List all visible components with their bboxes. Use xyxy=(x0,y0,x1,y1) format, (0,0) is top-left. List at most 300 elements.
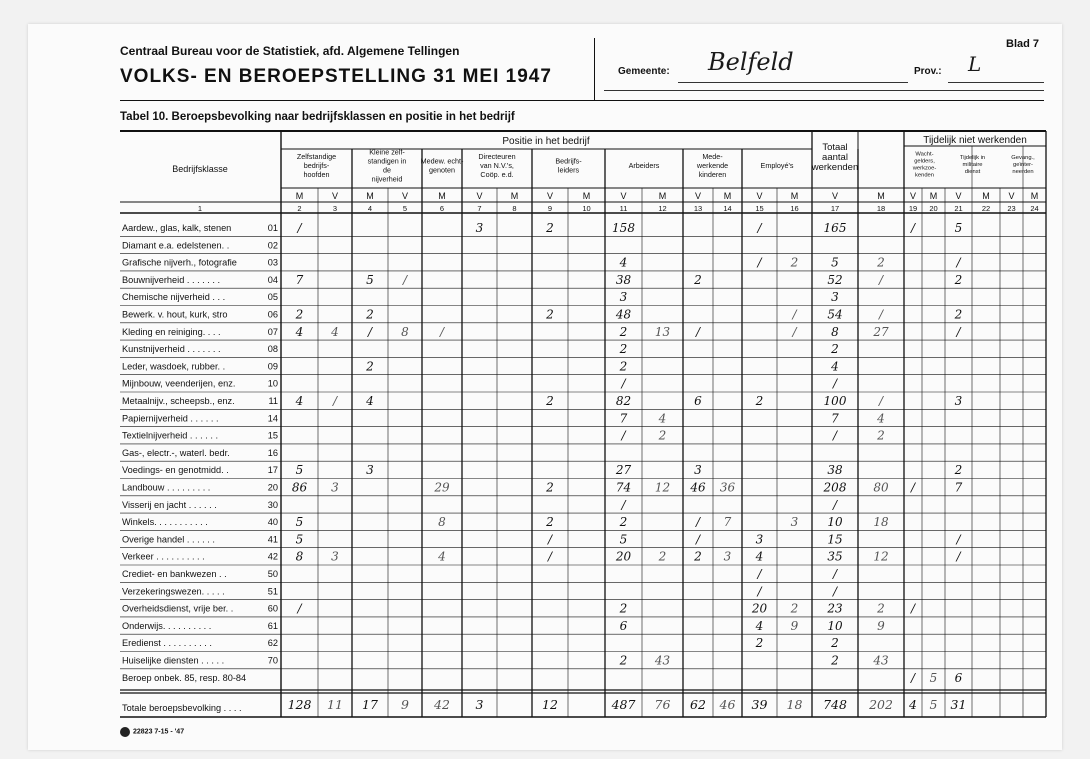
mv-label: V xyxy=(331,191,339,201)
cell-value: 29 xyxy=(434,480,450,495)
cell-value: 3 xyxy=(755,532,764,547)
cell-value: 5 xyxy=(366,272,374,287)
cell-value: 2 xyxy=(619,324,628,339)
cell-value: 2 xyxy=(831,636,839,651)
cell-value: / xyxy=(910,670,916,685)
cell-value: 38 xyxy=(827,463,843,478)
cell-value: / xyxy=(757,221,762,235)
cell-value: / xyxy=(621,428,626,443)
cell-value: 2 xyxy=(831,653,839,668)
total-cell-value: 202 xyxy=(869,697,893,712)
cell-value: 2 xyxy=(619,601,628,616)
column-number: 17 xyxy=(830,204,840,213)
census-title: VOLKS- EN BEROEPSTELLING 31 MEI 1947 xyxy=(120,66,552,87)
column-number: 18 xyxy=(876,204,886,213)
cell-value: 3 xyxy=(366,463,374,478)
tijdelijk-group-header: gelders, xyxy=(914,158,935,165)
row-code: 42 xyxy=(267,551,278,562)
cell-value: 2 xyxy=(755,394,764,408)
cell-value: 4 xyxy=(831,359,839,374)
cell-value: 3 xyxy=(331,549,339,564)
column-number: 9 xyxy=(547,204,553,213)
row-label: Diamant e.a. edelstenen. . xyxy=(122,240,230,251)
cell-value: 6 xyxy=(954,670,963,685)
cell-value: 27 xyxy=(615,463,632,478)
column-number: 8 xyxy=(512,204,517,213)
cell-value: / xyxy=(695,532,701,547)
cell-value: 8 xyxy=(401,324,409,339)
position-group-header: kinderen xyxy=(698,170,727,179)
cell-value: 2 xyxy=(694,272,702,287)
cell-value: 2 xyxy=(366,359,374,374)
position-group-header: hoofden xyxy=(303,170,330,179)
row-code: 17 xyxy=(267,465,278,476)
cell-value: / xyxy=(832,567,838,581)
position-group-header: Arbeiders xyxy=(628,161,660,170)
cell-value: / xyxy=(878,272,884,287)
cell-value: 2 xyxy=(619,515,628,530)
tijdelijk-group-header: Gevang., xyxy=(1011,155,1035,161)
position-group-header: de xyxy=(383,165,391,175)
position-group-header: bedrijfs- xyxy=(303,161,330,170)
cell-value: 54 xyxy=(827,307,843,322)
column-number: 22 xyxy=(981,204,991,213)
row-label: Kleding en reiniging. . . . xyxy=(122,326,221,337)
table-title: Tabel 10. Beroepsbevolking naar bedrijfsklassen en positie in het bedrijf xyxy=(120,111,515,123)
column-number: 11 xyxy=(619,204,628,213)
cell-value: 4 xyxy=(295,394,304,408)
cell-value: 3 xyxy=(475,221,484,235)
cell-value: 23 xyxy=(827,601,843,616)
cell-value: 2 xyxy=(954,463,963,478)
cell-value: 38 xyxy=(615,272,632,287)
cell-value: 27 xyxy=(873,324,889,339)
total-cell-value: 3 xyxy=(475,697,484,712)
column-number: 5 xyxy=(402,204,408,213)
cell-value: / xyxy=(332,394,338,408)
total-cell-value: 76 xyxy=(654,697,671,712)
cell-value: 2 xyxy=(619,359,628,374)
mv-label: M xyxy=(877,191,885,201)
cell-value: 3 xyxy=(331,480,339,495)
cell-value: 43 xyxy=(654,653,671,668)
positie-header: Positie in het bedrijf xyxy=(502,136,590,147)
position-group-header: Coöp. e.d. xyxy=(480,170,514,179)
cell-value: 2 xyxy=(546,394,554,408)
cell-value: 4 xyxy=(366,394,374,408)
row-label: Textielnijverheid . . . . . . xyxy=(122,430,218,441)
row-label: Verzekeringswezen. . . . . xyxy=(122,586,225,597)
cell-value: 5 xyxy=(954,221,963,235)
column-number: 6 xyxy=(439,204,445,213)
cell-value: 158 xyxy=(612,221,635,235)
row-code: 02 xyxy=(267,240,278,251)
cell-value: 13 xyxy=(654,324,671,339)
row-code: 40 xyxy=(267,517,278,528)
total-cell-value: 12 xyxy=(542,697,558,712)
totaal-header: werkenden xyxy=(811,162,859,173)
cell-value: / xyxy=(878,394,884,408)
cell-value: 2 xyxy=(658,549,667,564)
row-label: Beroep onbek. 85, resp. 80-84 xyxy=(122,672,247,683)
cell-value: / xyxy=(439,324,445,339)
cell-value: 82 xyxy=(615,394,632,408)
cell-value: / xyxy=(832,428,838,443)
row-label: Gas-, electr.-, waterl. bedr. xyxy=(122,447,230,458)
bureau-heading: Centraal Bureau voor de Statistiek, afd. Algemene Tellingen xyxy=(120,44,460,58)
cell-value: 4 xyxy=(658,411,667,426)
cell-value: / xyxy=(832,584,838,599)
bedrijfsklasse-header: Bedrijfsklasse xyxy=(172,164,228,174)
tijdelijk-group-header: Wacht- xyxy=(915,151,934,158)
row-label: Visserij en jacht . . . . . . xyxy=(122,499,217,510)
cell-value: 10 xyxy=(827,515,843,530)
cell-value: 7 xyxy=(295,272,304,287)
cell-value: 46 xyxy=(690,480,706,495)
total-cell-value: 62 xyxy=(690,697,706,712)
row-code: 16 xyxy=(267,447,278,458)
column-number: 4 xyxy=(367,204,373,213)
cell-value: 4 xyxy=(331,324,339,339)
cell-value: 6 xyxy=(694,394,702,408)
column-number: 13 xyxy=(693,204,703,213)
tijdelijk-group-header: dienst xyxy=(964,169,981,175)
cell-value: 36 xyxy=(719,480,736,495)
cell-value: / xyxy=(910,601,916,616)
cell-value: / xyxy=(910,221,916,235)
column-number: 23 xyxy=(1007,204,1016,213)
mv-label: V xyxy=(1008,191,1015,201)
position-group-header: Mede- xyxy=(702,152,723,161)
row-label: Voedings- en genotmidd. . xyxy=(122,465,229,476)
cell-value: / xyxy=(956,532,961,547)
row-code: 03 xyxy=(267,257,278,268)
cell-value: 5 xyxy=(295,532,304,547)
cell-value: 2 xyxy=(877,255,885,270)
column-number: 20 xyxy=(929,204,938,213)
cell-value: / xyxy=(367,324,373,339)
cell-value: 48 xyxy=(615,307,632,322)
cell-value: 20 xyxy=(615,549,632,564)
form-logo-icon xyxy=(120,727,130,737)
total-cell-value: 487 xyxy=(611,697,636,712)
tijdelijk-group-header: Tijdelijk in xyxy=(959,155,986,161)
cell-value: 3 xyxy=(694,463,702,478)
row-code: 07 xyxy=(267,326,278,337)
row-code: 62 xyxy=(267,638,278,649)
cell-value: / xyxy=(878,307,884,322)
cell-value: / xyxy=(297,221,302,235)
position-group-header: Employé's xyxy=(760,161,794,170)
tijdelijk-header: Tijdelijk niet werkenden xyxy=(923,135,1027,146)
mv-label: V xyxy=(756,191,763,201)
total-cell-value: 31 xyxy=(950,697,967,712)
cell-value: 43 xyxy=(873,653,889,668)
row-label: Leder, wasdoek, rubber. . xyxy=(122,361,226,372)
cell-value: / xyxy=(547,532,553,547)
mv-label: M xyxy=(438,191,446,201)
mv-label: M xyxy=(582,191,591,201)
cell-value: / xyxy=(621,376,626,391)
row-label: Bewerk. v. hout, kurk, stro xyxy=(122,309,228,320)
cell-value: 8 xyxy=(438,515,446,530)
cell-value: 12 xyxy=(873,549,889,564)
column-number: 12 xyxy=(658,204,667,213)
cell-value: 2 xyxy=(546,515,554,530)
mv-label: V xyxy=(909,191,917,201)
row-label: Aardew., glas, kalk, stenen xyxy=(122,223,232,233)
column-number: 14 xyxy=(723,204,732,213)
mv-label: M xyxy=(1030,191,1039,201)
cell-value: 2 xyxy=(877,601,885,616)
tijdelijk-group-header: militaire xyxy=(962,162,983,168)
cell-value: 2 xyxy=(790,255,799,270)
cell-value: 5 xyxy=(295,515,304,530)
column-number: 24 xyxy=(1030,204,1039,213)
cell-value: 2 xyxy=(954,307,963,322)
row-label: Chemische nijverheid . . . xyxy=(122,292,226,303)
cell-value: / xyxy=(402,272,408,287)
cell-value: 5 xyxy=(295,463,304,478)
cell-value: 2 xyxy=(694,549,702,564)
form-number: 22823 7-15 - '47 xyxy=(120,727,184,737)
tijdelijk-group-header: werkzoe- xyxy=(912,165,937,172)
cell-value: 2 xyxy=(954,272,963,287)
cell-value: 5 xyxy=(929,670,938,685)
cell-value: / xyxy=(792,324,797,339)
cell-value: / xyxy=(297,601,302,616)
mv-label: V xyxy=(831,191,839,201)
position-group-header: nijverheid xyxy=(371,174,403,184)
cell-value: 10 xyxy=(827,618,843,633)
position-group-header: Zelfstandige xyxy=(296,152,337,161)
row-label: Winkels. . . . . . . . . . . xyxy=(122,517,208,528)
column-number: 3 xyxy=(332,204,338,213)
row-code: 61 xyxy=(267,620,278,631)
row-label: Kunstnijverheid . . . . . . . xyxy=(122,344,221,355)
cell-value: / xyxy=(695,515,701,530)
row-label: Grafische nijverh., fotografie xyxy=(122,257,237,268)
cell-value: 15 xyxy=(827,532,843,547)
row-label: Bouwnijverheid . . . . . . . xyxy=(122,274,221,285)
cell-value: 8 xyxy=(295,549,304,564)
cell-value: 12 xyxy=(654,480,671,495)
sheet-number: Blad 7 xyxy=(1006,38,1040,50)
tijdelijk-group-header: kenden xyxy=(914,172,935,179)
mv-label: V xyxy=(476,191,483,201)
cell-value: 4 xyxy=(619,255,628,270)
row-label: Landbouw . . . . . . . . . xyxy=(122,482,211,493)
mv-label: V xyxy=(546,191,554,201)
cell-value: 2 xyxy=(877,428,885,443)
row-label: Mijnbouw, veenderijen, enz. xyxy=(122,378,236,389)
row-code: 70 xyxy=(267,655,278,666)
column-number: 21 xyxy=(954,204,963,213)
cell-value: 52 xyxy=(827,272,843,287)
mv-label: M xyxy=(982,191,990,201)
total-cell-value: 17 xyxy=(362,697,378,712)
cell-value: 7 xyxy=(619,411,628,426)
cell-value: / xyxy=(832,376,838,391)
mv-label: V xyxy=(401,191,409,201)
mv-label: V xyxy=(955,191,962,201)
total-cell-value: 42 xyxy=(434,697,450,712)
cell-value: 2 xyxy=(295,307,304,322)
row-label: Eredienst . . . . . . . . . . xyxy=(122,638,212,649)
row-code: 60 xyxy=(267,603,278,614)
cell-value: 80 xyxy=(873,480,889,495)
cell-value: 2 xyxy=(755,636,764,651)
cell-value: / xyxy=(910,480,916,495)
tijdelijk-group-header: neerden xyxy=(1012,169,1034,175)
cell-value: 4 xyxy=(755,549,764,564)
position-group-header: van N.V.'s, xyxy=(480,161,514,170)
cell-value: 3 xyxy=(790,515,799,530)
total-row-label: Totale beroepsbevolking . . . . xyxy=(122,703,242,713)
cell-value: 4 xyxy=(438,549,446,564)
cell-value: 9 xyxy=(790,618,799,633)
total-cell-value: 4 xyxy=(909,697,917,712)
mv-label: M xyxy=(366,191,374,201)
gemeente-label: Gemeente: xyxy=(618,66,670,77)
cell-value: / xyxy=(757,584,762,599)
column-number: 7 xyxy=(477,204,482,213)
cell-value: / xyxy=(547,549,553,564)
cell-value: 2 xyxy=(366,307,374,322)
cell-value: 2 xyxy=(619,653,628,668)
mv-label: M xyxy=(723,191,732,201)
cell-value: 208 xyxy=(823,480,847,495)
cell-value: / xyxy=(757,567,762,581)
row-code: 30 xyxy=(267,499,278,510)
total-cell-value: 46 xyxy=(719,697,736,712)
cell-value: / xyxy=(757,255,762,270)
cell-value: 86 xyxy=(291,480,308,495)
column-number: 16 xyxy=(790,204,799,213)
mv-label: M xyxy=(790,191,799,201)
mv-label: M xyxy=(658,191,667,201)
cell-value: 74 xyxy=(615,480,632,495)
cell-value: / xyxy=(621,497,626,512)
column-number: 19 xyxy=(908,204,918,213)
cell-value: 35 xyxy=(827,549,843,564)
row-label: Verkeer . . . . . . . . . . xyxy=(122,551,205,562)
cell-value: 3 xyxy=(619,290,628,305)
mv-label: M xyxy=(929,191,938,201)
cell-value: 6 xyxy=(619,618,628,633)
row-code: 08 xyxy=(267,344,278,355)
cell-value: / xyxy=(792,307,797,322)
mv-label: M xyxy=(510,191,519,201)
row-code: 50 xyxy=(267,569,278,579)
row-label: Metaalnijv., scheepsb., enz. xyxy=(122,396,235,406)
cell-value: 3 xyxy=(954,394,963,408)
total-cell-value: 128 xyxy=(287,697,312,712)
row-code: 11 xyxy=(268,396,278,406)
column-number: 10 xyxy=(582,204,591,213)
total-cell-value: 39 xyxy=(751,697,768,712)
row-code: 09 xyxy=(267,361,278,372)
cell-value: 2 xyxy=(546,307,554,322)
cell-value: 7 xyxy=(954,480,963,495)
cell-value: 5 xyxy=(831,255,839,270)
total-cell-value: 18 xyxy=(786,697,803,712)
cell-value: 100 xyxy=(823,394,847,408)
cell-value: 2 xyxy=(658,428,667,443)
row-code: 15 xyxy=(267,430,278,441)
cell-value: 2 xyxy=(546,480,554,495)
row-code: 10 xyxy=(267,378,278,389)
cell-value: 5 xyxy=(619,532,628,547)
row-code: 06 xyxy=(267,309,278,320)
row-label: Onderwijs. . . . . . . . . . xyxy=(122,620,212,631)
gemeente-value: Belfeld xyxy=(708,48,794,76)
tijdelijk-group-header: geïnter- xyxy=(1013,162,1033,168)
position-group-header: standigen in xyxy=(367,156,407,166)
row-label: Crediet- en bankwezen . . xyxy=(122,569,227,579)
column-number: 1 xyxy=(197,204,203,213)
row-code: 41 xyxy=(267,534,278,545)
prov-value: L xyxy=(968,52,982,76)
position-group-header: Medew. echt- xyxy=(420,156,464,166)
cell-value: 8 xyxy=(831,324,839,339)
mv-label: V xyxy=(694,191,702,201)
position-group-header: werkende xyxy=(696,161,729,170)
row-code: 51 xyxy=(267,586,278,597)
cell-value: / xyxy=(956,255,961,270)
position-group-header: leiders xyxy=(557,165,580,175)
row-label: Papiernijverheid . . . . . . xyxy=(122,413,219,424)
cell-value: 7 xyxy=(723,515,732,530)
cell-value: 3 xyxy=(723,549,732,564)
row-code: 04 xyxy=(267,274,278,285)
cell-value: / xyxy=(832,497,838,512)
position-group-header: Bedrijfs- xyxy=(555,156,582,166)
totaal-header: Totaal xyxy=(822,142,848,153)
cell-value: 9 xyxy=(877,618,885,633)
prov-label: Prov.: xyxy=(914,66,942,77)
cell-value: 2 xyxy=(546,221,554,235)
cell-value: / xyxy=(956,549,961,564)
cell-value: 165 xyxy=(823,221,847,235)
row-code: 20 xyxy=(267,482,278,493)
position-group-header: genoten xyxy=(429,165,455,175)
total-cell-value: 748 xyxy=(823,697,847,712)
row-code: 05 xyxy=(267,292,278,303)
mv-label: V xyxy=(620,191,627,201)
cell-value: 2 xyxy=(790,601,799,616)
mv-label: M xyxy=(295,191,304,201)
cell-value: 7 xyxy=(831,411,839,426)
total-cell-value: 11 xyxy=(327,697,343,712)
column-number: 15 xyxy=(755,204,764,213)
column-number: 2 xyxy=(297,204,302,213)
cell-value: 3 xyxy=(831,290,839,305)
total-cell-value: 5 xyxy=(929,697,938,712)
row-code: 14 xyxy=(267,413,278,424)
cell-value: 18 xyxy=(873,515,889,530)
cell-value: 4 xyxy=(295,324,304,339)
row-label: Overheidsdienst, vrije ber. . xyxy=(122,603,234,614)
total-cell-value: 9 xyxy=(401,697,409,712)
row-code: 01 xyxy=(267,223,278,233)
row-label: Huiselijke diensten . . . . . xyxy=(122,655,225,666)
totaal-header: aantal xyxy=(822,152,848,163)
row-label: Overige handel . . . . . . xyxy=(122,534,215,545)
cell-value: / xyxy=(956,324,961,339)
position-group-header: Directeuren xyxy=(478,152,516,161)
position-group-header: Kleine zelf- xyxy=(369,147,405,157)
